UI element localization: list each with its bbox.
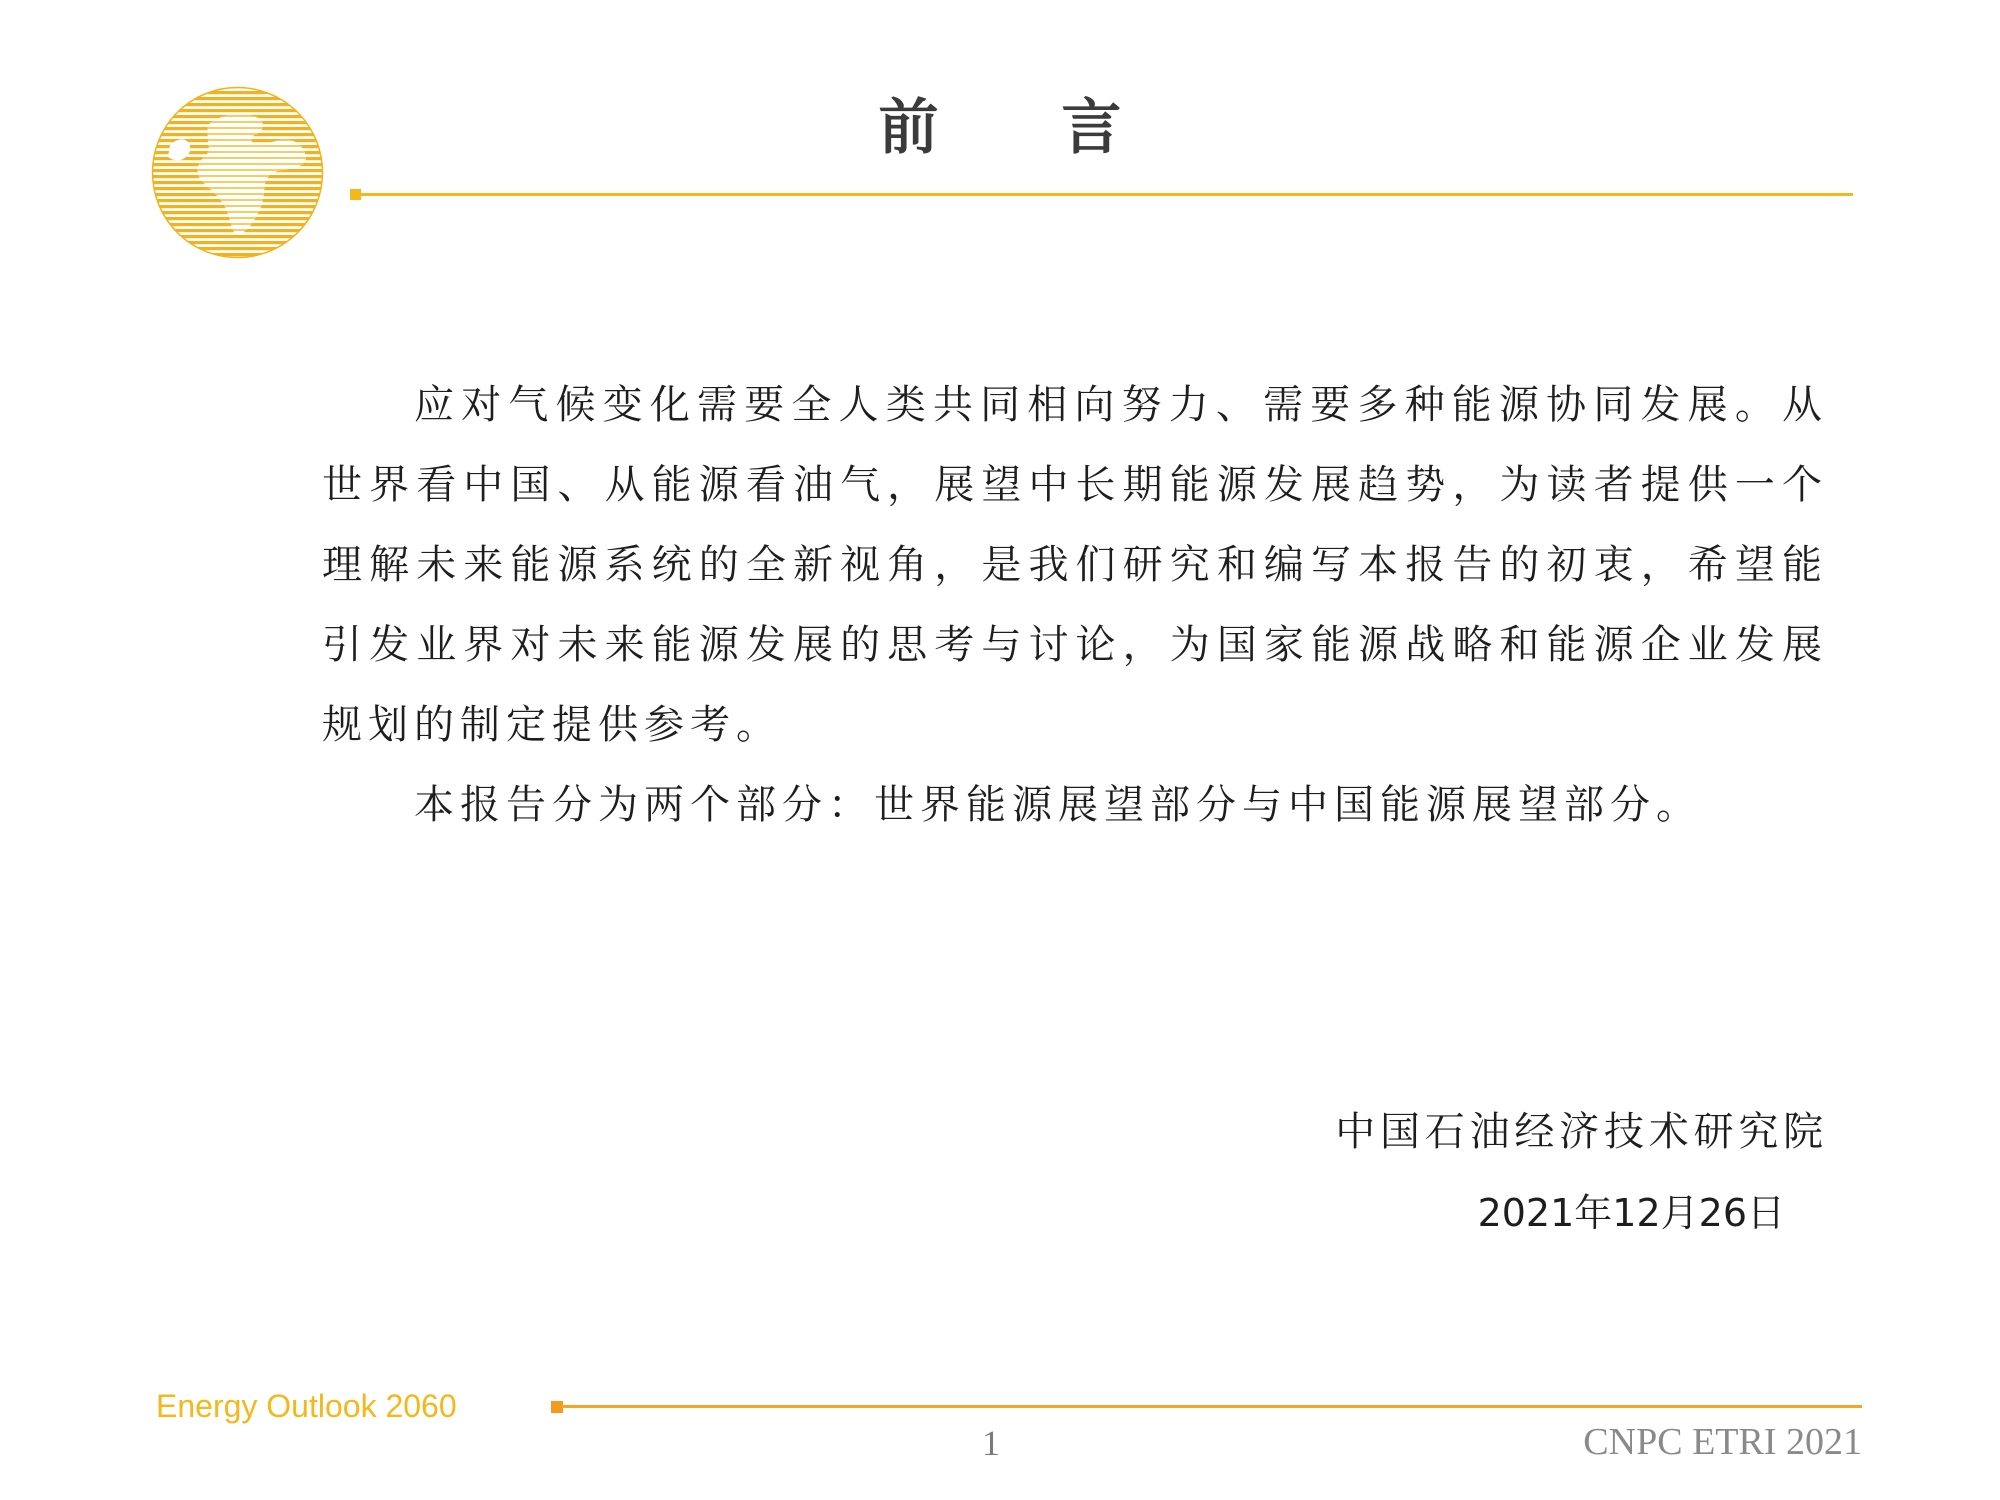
preface-body: [322, 365, 1828, 845]
footer-organization: CNPC ETRI 2021: [1583, 1421, 1862, 1463]
paragraph: 本报告分为两个部分：世界能源展望部分与中国能源展望部分。: [414, 782, 1702, 828]
page-title: 前 言: [878, 93, 1173, 163]
footer-brand: Energy Outlook 2060: [156, 1388, 457, 1424]
paragraph: 应对气候变化需要全人类共同相向努力、需要多种能源协同发展。从世界看中国、从能源看油气，展望中长期能源发展趋势，为读者提供一个理解未来能源系统的全新视角，是我们研究和编写本报告的初衷，希望能引发业界对未来能源发展的思考与讨论，为国家能源战略和能源企业发展规划的制定提供参考。: [322, 382, 1828, 748]
footer-divider: [562, 1405, 1862, 1408]
signature-organization: 中国石油经济技术研究院: [1335, 1109, 1828, 1155]
page-number: 1: [982, 1423, 1000, 1463]
header-divider: [360, 193, 1853, 196]
signature-date: 2021年12月26日: [1477, 1191, 1785, 1235]
